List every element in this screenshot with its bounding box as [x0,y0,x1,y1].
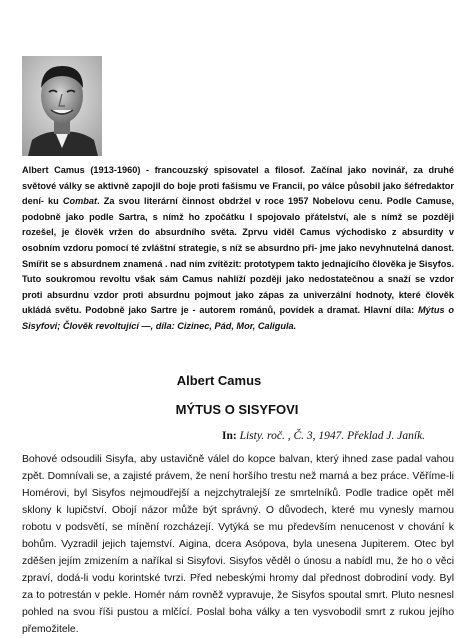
source-citation [222,430,425,442]
bio-text-1: Albert Camus (1913-1960) - francouzský spisovatel a filosof. Začínal jako novinář, za druhé světové války se aktivně zapojil do boje proti fašismu ve Francii, po válce působil jako šéfredaktor dení- ku [22,165,454,207]
source-text: Listy. roč. , Č. 3, 1947. Překlad J. Janík. [239,430,426,442]
author-name: Albert Camus [176,373,262,388]
author-portrait [22,56,102,156]
bio-combat: Combat [62,196,98,207]
bio-main-works: Mýtus o Sisyfovi; Člověk revoltující —, díla: Cizinec, Pád, Mor, Caligula. [22,305,454,331]
essay-title: MÝTUS O SISYFOVI [175,402,299,417]
author-heading [0,373,474,388]
bio-text-2: . Za svou literární činnost obdržel v roce 1957 Nobelovu cenu. Podle Camuse, podobně jako podle Sartra, s nímž ho zpočátku I spojovalo přátelství, ale s nímž se později rozešel, je člověk vržen do absurdního světa. Zprvu viděl Camus východisko z absurdity v osobním vzdoru pomocí té zvláštní strategie, s níž se absurdno při- jme jako nevyhnutelná danost. Smířit se s absurdnem znamená . nad ním zvítězit: prototypem takto jednajícího člověka je Sisyfos. Tuto soukromou revoltu však sám Camus nahlíží později jako nedostatečnou a snaží se vzdor proti absurdnu vzdor proti absurdnu pojmout jako zápas za univerzální hodnoty, které člověk ukládá světu. Podobně jako Sartre je - autorem románů, povídek a dramat. Hlavní díla: [22,196,454,316]
author-biography [22,163,454,335]
essay-body: Bohové odsoudili Sisyfa, aby ustavičně válel do kopce balvan, který ihned zase padal vahou zpět. Domnívali se, a zajisté právem, že není horšího trestu než marná a bez práce. Věříme-li Homérovi, byl Sisyfos nejmoudřejší a nejzchytralejší ze smrtelníků. Podle tradice opět měl sklony k lupičství. Obojí názor může být správný. O důvodech, které mu vynesly marnou robotu v podsvětí, se mínění rozcházejí. Vytýká se mu především nenucenost v chování k bohům. Vyzradil jejich tajemství. Aigina, dcera Asópova, byla unesena Jupiterem. Otec byl zděšen jejím zmizením a naříkal si Sisyfovi. Sisyfos věděl o únosu a nabídl mu, že ho o věci zpraví, dodá-li vodu korintské tvrzi. Před nebeskými hromy dal přednost dobrodiní vody. Byl za to potrestán v pekle. Homér nám rovněž vypravuje, že Sisyfos spoutal smrt. Pluto nesnesl pohled na svou říši pustou a mlčící. Poslal boha války a ten vysvobodil smrt z rukou jejího přemožitele. [22,454,454,635]
source-label: In: [222,430,237,442]
portrait-image [22,56,102,156]
